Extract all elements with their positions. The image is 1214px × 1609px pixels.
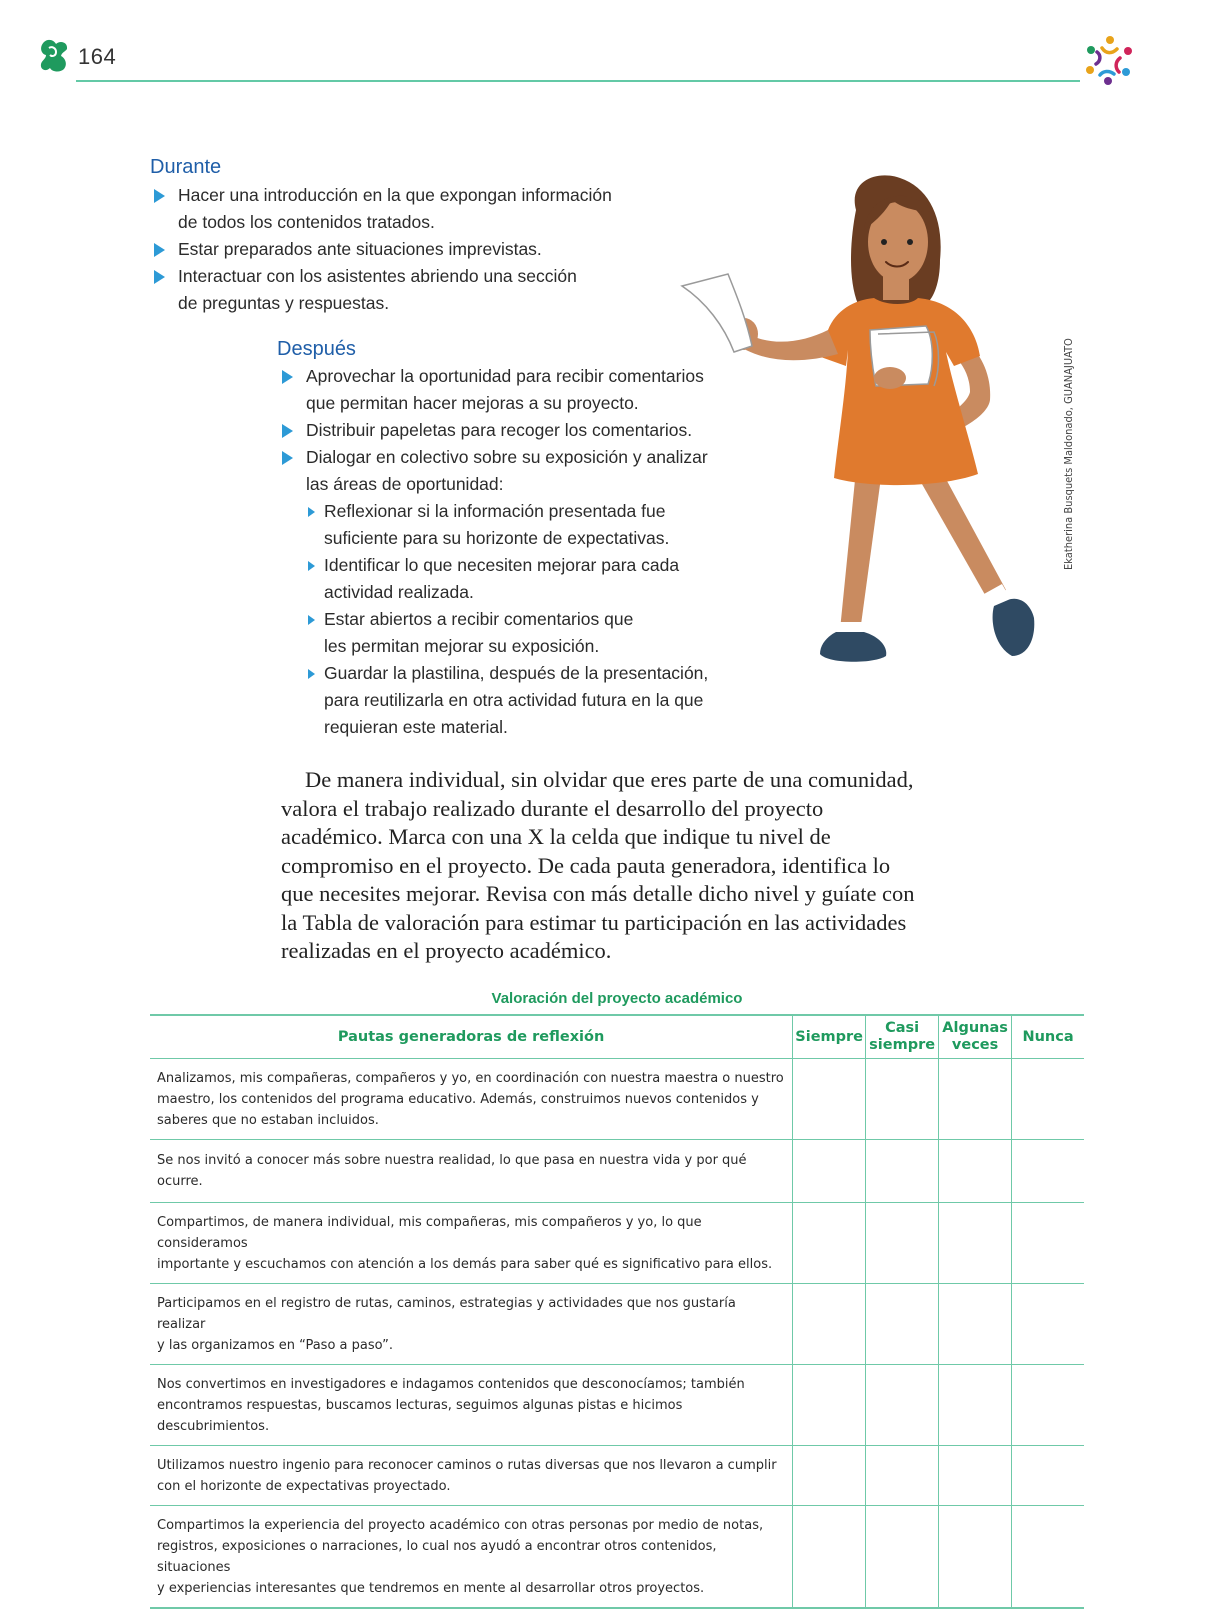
mark-cell-algunas-veces[interactable] — [939, 1365, 1012, 1446]
mark-cell-siempre[interactable] — [793, 1284, 866, 1365]
bullet-triangle-icon — [308, 615, 315, 625]
mark-cell-nunca[interactable] — [1012, 1446, 1084, 1506]
list-item: Estar abiertos a recibir comentarios que les permitan mejorar su exposición. — [306, 606, 748, 660]
table-header-row — [150, 1015, 1084, 1059]
green-puzzle-logo-icon — [38, 38, 70, 74]
mark-cell-siempre[interactable] — [793, 1203, 866, 1284]
header-casi-siempre: Casi siempre — [866, 1015, 939, 1059]
mark-cell-casi-siempre[interactable] — [866, 1140, 939, 1203]
pauta-cell: Nos convertimos en investigadores e indagamos contenidos que desconocíamos; también encontramos respuestas, buscamos lecturas, seguimos algunas pistas e hicimos descubrimientos. — [150, 1365, 793, 1446]
mark-cell-algunas-veces[interactable] — [939, 1203, 1012, 1284]
pauta-cell: Compartimos, de manera individual, mis compañeras, mis compañeros y yo, lo que consideramos importante y escuchamos con atención a los demás para saber qué es significativo para ellos. — [150, 1203, 793, 1284]
list-item: Hacer una introducción en la que expongan información de todos los contenidos tratados. — [150, 182, 670, 236]
list-item: Aprovechar la oportunidad para recibir comentarios que permitan hacer mejoras a su proyecto. — [278, 363, 748, 417]
mark-cell-nunca[interactable] — [1012, 1365, 1084, 1446]
mark-cell-casi-siempre[interactable] — [866, 1446, 939, 1506]
bullet-triangle-icon — [282, 424, 293, 438]
header-rule — [76, 80, 1080, 82]
mark-cell-casi-siempre[interactable] — [866, 1284, 939, 1365]
list-item: Dialogar en colectivo sobre su exposición y analizar las áreas de oportunidad: Reflexionar si la información presentada fue suficiente para su horizonte de expectativas. Identificar lo que necesiten mejorar para cada actividad realizada. Estar abiertos a recibir comentarios que les permitan mejorar su exposición. Guardar la plastilina, después de la presentación, para reutilizarla en otra actividad futura en la que requieran este material. — [278, 444, 748, 741]
list-item: Interactuar con los asistentes abriendo una sección de preguntas y respuestas. — [150, 263, 670, 317]
durante-list — [150, 182, 670, 317]
mark-cell-casi-siempre[interactable] — [866, 1506, 939, 1609]
mark-cell-nunca[interactable] — [1012, 1203, 1084, 1284]
despues-heading: Después — [277, 338, 356, 360]
pauta-cell: Participamos en el registro de rutas, caminos, estrategias y actividades que nos gustaría realizar y las organizamos en “Paso a paso”. — [150, 1284, 793, 1365]
mark-cell-siempre[interactable] — [793, 1446, 866, 1506]
bullet-triangle-icon — [308, 507, 315, 517]
header-algunas-veces: Algunas veces — [939, 1015, 1012, 1059]
illustration-credit: Ekatherina Busquets Maldonado, GUANAJUATO — [1062, 338, 1075, 570]
mark-cell-casi-siempre[interactable] — [866, 1365, 939, 1446]
header-nunca: Nunca — [1012, 1015, 1084, 1059]
bullet-triangle-icon — [308, 561, 315, 571]
durante-heading: Durante — [150, 156, 222, 178]
list-item: Identificar lo que necesiten mejorar para cada actividad realizada. — [306, 552, 748, 606]
mark-cell-siempre[interactable] — [793, 1506, 866, 1609]
bullet-triangle-icon — [308, 669, 315, 679]
header-pautas: Pautas generadoras de reflexión — [150, 1015, 793, 1059]
pauta-cell: Compartimos la experiencia del proyecto académico con otras personas por medio de notas, registros, exposiciones o narraciones, lo cual nos ayudó a encontrar otros contenidos, situaciones y experiencias interesantes que tendremos en mente al desarrollar otros proyectos. — [150, 1506, 793, 1609]
bullet-triangle-icon — [154, 243, 165, 257]
mark-cell-nunca[interactable] — [1012, 1284, 1084, 1365]
mark-cell-casi-siempre[interactable] — [866, 1059, 939, 1140]
mark-cell-siempre[interactable] — [793, 1365, 866, 1446]
pauta-cell: Analizamos, mis compañeras, compañeros y yo, en coordinación con nuestra maestra o nuestro maestro, los contenidos del programa educativo. Además, construimos nuevos contenidos y saberes que no estaban incluidos. — [150, 1059, 793, 1140]
table-row — [150, 1365, 1084, 1446]
bullet-triangle-icon — [154, 189, 165, 203]
list-item: Guardar la plastilina, después de la presentación, para reutilizarla en otra actividad futura en la que requieran este material. — [306, 660, 748, 741]
table-row — [150, 1059, 1084, 1140]
bullet-triangle-icon — [282, 451, 293, 465]
list-item: Estar preparados ante situaciones imprevistas. — [150, 236, 670, 263]
mark-cell-algunas-veces[interactable] — [939, 1446, 1012, 1506]
table-row — [150, 1284, 1084, 1365]
table-row — [150, 1446, 1084, 1506]
table-row — [150, 1506, 1084, 1609]
mark-cell-algunas-veces[interactable] — [939, 1506, 1012, 1609]
mark-cell-nunca[interactable] — [1012, 1140, 1084, 1203]
table-row — [150, 1203, 1084, 1284]
mark-cell-algunas-veces[interactable] — [939, 1284, 1012, 1365]
instructions-paragraph: De manera individual, sin olvidar que eres parte de una comunidad, valora el trabajo realizado durante el desarrollo del proyecto académico. Marca con una X la celda que indique tu nivel de compromiso en el proyecto. De cada pauta generadora, identifica lo que necesites mejorar. Revisa con más detalle dicho nivel y guíate con la Tabla de valoración para estimar tu participación en las actividades realizadas en el proyecto académico. — [281, 767, 915, 963]
list-item: Distribuir papeletas para recoger los comentarios. — [278, 417, 748, 444]
mark-cell-nunca[interactable] — [1012, 1059, 1084, 1140]
page-number: 164 — [78, 44, 117, 69]
colorful-people-circle-logo-icon — [1082, 34, 1136, 86]
pauta-cell: Utilizamos nuestro ingenio para reconocer caminos o rutas diversas que nos llevaron a cumplir con el horizonte de expectativas proyectado. — [150, 1446, 793, 1506]
mark-cell-algunas-veces[interactable] — [939, 1140, 1012, 1203]
mark-cell-siempre[interactable] — [793, 1059, 866, 1140]
pauta-cell: Se nos invitó a conocer más sobre nuestra realidad, lo que pasa en nuestra vida y por qué ocurre. — [150, 1140, 793, 1203]
table-row — [150, 1140, 1084, 1203]
mark-cell-algunas-veces[interactable] — [939, 1059, 1012, 1140]
list-item: Reflexionar si la información presentada fue suficiente para su horizonte de expectativas. — [306, 498, 748, 552]
bullet-triangle-icon — [282, 370, 293, 384]
bullet-triangle-icon — [154, 270, 165, 284]
mark-cell-siempre[interactable] — [793, 1140, 866, 1203]
table-caption: Valoración del proyecto académico — [491, 990, 743, 1007]
mark-cell-nunca[interactable] — [1012, 1506, 1084, 1609]
mark-cell-casi-siempre[interactable] — [866, 1203, 939, 1284]
header-siempre: Siempre — [793, 1015, 866, 1059]
girl-with-papers-illustration — [678, 170, 1078, 690]
assessment-table — [150, 1014, 1084, 1609]
